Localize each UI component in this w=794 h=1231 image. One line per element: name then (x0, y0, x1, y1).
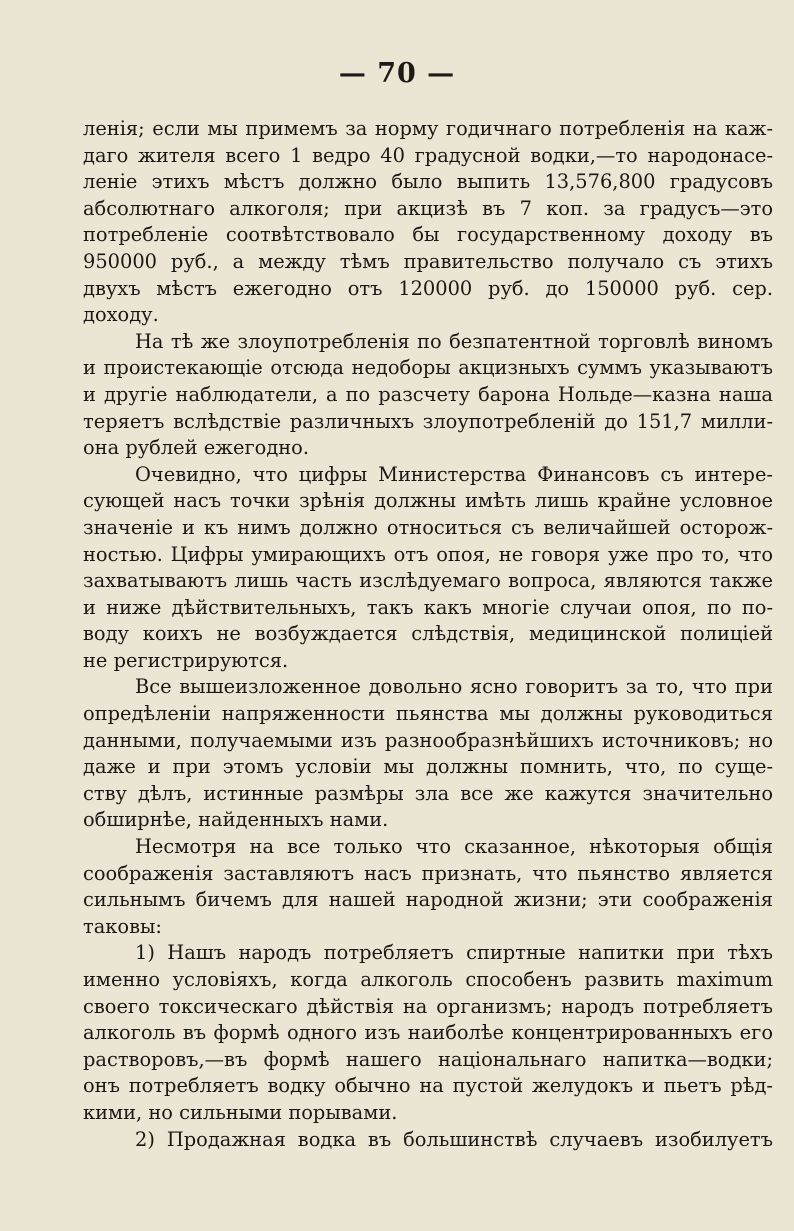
text-line: растворовъ,—въ формѣ нашего національнаго напитка—водки; (83, 1047, 773, 1071)
text-line: потребленіе соотвѣтствовало бы государственному доходу въ (83, 223, 773, 247)
text-line: 2) Продажная водка въ большинствѣ случаевъ изобилуетъ (135, 1127, 773, 1151)
text-line: сильнымъ бичемъ для нашей народной жизни; эти соображенія (83, 888, 773, 912)
text-line: захватываютъ лишь часть изслѣдуемаго вопроса, являются также (83, 569, 773, 593)
text-line: онъ потребляетъ водку обычно на пустой желудокъ и пьетъ рѣд- (83, 1074, 773, 1098)
text-line: Несмотря на все только что сказанное, нѣкоторыя общія (135, 835, 773, 859)
text-line: воду коихъ не возбуждается слѣдствія, медицинской полиціей (83, 622, 773, 646)
text-line: 950000 руб., а между тѣмъ правительство получало съ этихъ (83, 249, 773, 273)
text-line: доходу. (83, 303, 159, 327)
text-line: теряетъ вслѣдствіе различныхъ злоупотребленій до 151,7 милли- (83, 409, 773, 433)
text-line: даго жителя всего 1 ведро 40 градусной водки,—то народонасе- (83, 143, 773, 167)
text-line: абсолютнаго алкоголя; при акцизѣ въ 7 коп. за градусъ—это (83, 196, 773, 220)
text-line: именно условіяхъ, когда алкоголь способенъ развить maximum (83, 968, 773, 991)
text-line: даже и при этомъ условіи мы должны помнить, что, по суще- (83, 755, 773, 779)
text-line: не регистрируются. (83, 648, 289, 672)
text-line: Все вышеизложенное довольно ясно говоритъ за то, что при (135, 675, 773, 699)
text-line: и проистекающіе отсюда недоборы акцизныхъ суммъ указываютъ (83, 356, 773, 380)
text-line: таковы: (83, 914, 162, 938)
text-line: ностью. Цифры умирающихъ отъ опоя, не говоря уже про то, что (83, 542, 773, 566)
text-line: На тѣ же злоупотребленія по безпатентной торговлѣ виномъ (135, 329, 773, 353)
text-line: кими, но сильными порывами. (83, 1100, 398, 1124)
page-number: — 70 — (338, 58, 456, 89)
text-line: и другіе наблюдатели, а по разсчету барона Нольде—казна наша (83, 382, 773, 406)
text-line: алкоголь въ формѣ одного изъ наиболѣе концентрированныхъ его (83, 1021, 773, 1045)
text-line: соображенія заставляютъ насъ признать, что пьянство является (83, 861, 773, 885)
text-line: 1) Нашъ народъ потребляетъ спиртные напитки при тѣхъ (135, 941, 773, 965)
text-line: ленія; если мы примемъ за норму годичнаго потребленія на каж- (83, 117, 773, 140)
text-line: двухъ мѣстъ ежегодно отъ 120000 руб. до 150000 руб. сер. (83, 276, 773, 300)
text-line: она рублей ежегодно. (83, 436, 310, 460)
text-line: опредѣленіи напряженности пьянства мы должны руководиться (83, 702, 773, 726)
text-line: данными, получаемыми изъ разнообразнѣйшихъ источниковъ; но (83, 728, 773, 752)
body-text (83, 116, 773, 1153)
text-line: и ниже дѣйствительныхъ, такъ какъ многіе случаи опоя, по по- (83, 595, 773, 619)
text-line: Очевидно, что цифры Министерства Финансовъ съ интере- (135, 462, 773, 486)
text-line: леніе этихъ мѣстъ должно было выпить 13,576,800 градусовъ (83, 170, 773, 194)
text-line: сующей насъ точки зрѣнія должны имѣть лишь крайне условное (83, 489, 773, 513)
text-line: обширнѣе, найденныхъ нами. (83, 808, 389, 832)
text-line: значеніе и къ нимъ должно относиться съ величайшей осторож- (83, 515, 773, 539)
text-line: своего токсическаго дѣйствія на организмъ; народъ потребляетъ (83, 994, 773, 1018)
text-line: ству дѣлъ, истинные размѣры зла все же кажутся значительно (83, 781, 773, 805)
